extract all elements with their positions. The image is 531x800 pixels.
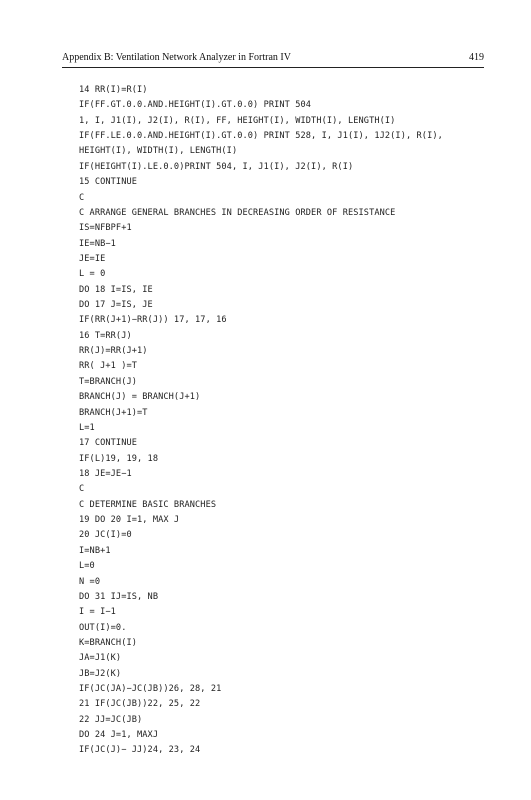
code-line: C xyxy=(79,484,85,495)
code-line: JE=IE xyxy=(79,253,106,264)
code-line: 20 JC(I)=0 xyxy=(79,530,132,541)
code-line: IF(FF.GT.0.0.AND.HEIGHT(I).GT.0.0) PRINT 504 xyxy=(79,100,312,111)
code-line: RR( J+1 )=T xyxy=(79,361,138,372)
code-line: 17 CONTINUE xyxy=(79,438,138,449)
code-line: 1, I, J1(I), J2(I), R(I), FF, HEIGHT(I), WIDTH(I), LENGTH(I) xyxy=(79,115,396,126)
code-line: C DETERMINE BASIC BRANCHES xyxy=(79,499,217,510)
code-line: BRANCH(J+1)=T xyxy=(79,407,148,418)
code-line: I = I−1 xyxy=(79,607,116,618)
code-line: OUT(I)=0. xyxy=(79,622,127,633)
code-line: HEIGHT(I), WIDTH(I), LENGTH(I) xyxy=(79,146,238,157)
header-rule xyxy=(62,67,484,68)
code-line: JB=J2(K) xyxy=(79,668,122,679)
code-line: L=1 xyxy=(79,422,95,433)
code-line: 21 IF(JC(JB))22, 25, 22 xyxy=(79,699,201,710)
code-line: 16 T=RR(J) xyxy=(79,330,132,341)
code-line: C ARRANGE GENERAL BRANCHES IN DECREASING ORDER OF RESISTANCE xyxy=(79,207,396,218)
code-line: RR(J)=RR(J+1) xyxy=(79,346,148,357)
code-line: T=BRANCH(J) xyxy=(79,376,138,387)
fortran-code-listing xyxy=(79,83,489,759)
code-line: 14 RR(I)=R(I) xyxy=(79,85,148,95)
code-line: IF(L)19, 19, 18 xyxy=(79,453,159,464)
code-line: IF(RR(J+1)−RR(J)) 17, 17, 16 xyxy=(79,315,227,326)
code-line: BRANCH(J) = BRANCH(J+1) xyxy=(79,392,201,403)
code-line: L = 0 xyxy=(79,269,106,280)
header-title: Appendix B: Ventilation Network Analyzer in Fortran IV xyxy=(62,52,291,63)
running-header xyxy=(62,52,484,66)
code-line: IF(FF.LE.0.0.AND.HEIGHT(I).GT.0.0) PRINT 528, I, J1(I), 1J2(I), R(I), xyxy=(79,131,443,142)
code-line: DO 31 IJ=IS, NB xyxy=(79,591,159,602)
code-line: DO 18 I=IS, IE xyxy=(79,284,153,295)
code-line: N =0 xyxy=(79,576,101,587)
code-line: I=NB+1 xyxy=(79,545,111,556)
code-line: 19 DO 20 I=1, MAX J xyxy=(79,515,180,526)
code-line: 22 JJ=JC(JB) xyxy=(79,714,143,725)
code-line: IE=NB−1 xyxy=(79,238,116,249)
code-line: IF(JC(JA)−JC(JB))26, 28, 21 xyxy=(79,684,222,695)
code-line: DO 17 J=IS, JE xyxy=(79,300,153,311)
code-line: IS=NFBPF+1 xyxy=(79,223,132,234)
code-line: DO 24 J=1, MAXJ xyxy=(79,730,159,741)
code-line: JA=J1(K) xyxy=(79,653,122,664)
code-line: IF(JC(J)− JJ)24, 23, 24 xyxy=(79,745,201,756)
code-line: IF(HEIGHT(I).LE.0.0)PRINT 504, I, J1(I), J2(I), R(I) xyxy=(79,161,354,172)
code-line: L=0 xyxy=(79,561,95,572)
code-line: C xyxy=(79,192,85,203)
code-line: 15 CONTINUE xyxy=(79,177,138,188)
code-line: K=BRANCH(I) xyxy=(79,637,138,648)
page-number: 419 xyxy=(469,52,484,63)
code-line: 18 JE=JE−1 xyxy=(79,468,132,479)
